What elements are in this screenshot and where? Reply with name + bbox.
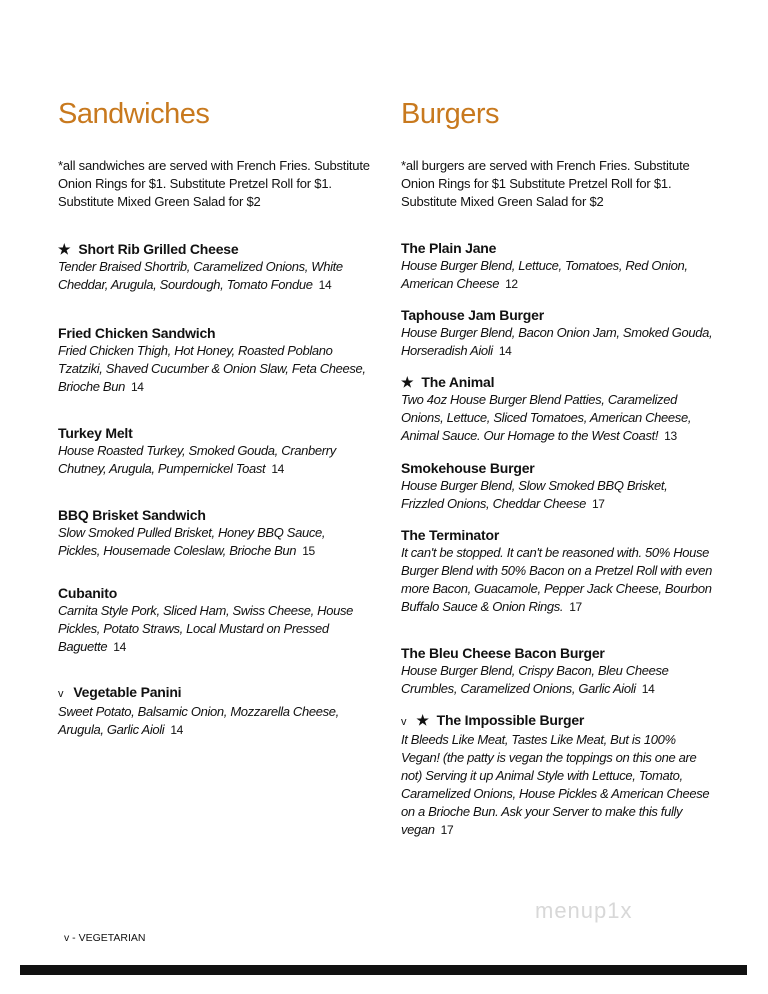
vegetarian-icon: v xyxy=(401,716,407,728)
item-price: 17 xyxy=(591,497,605,511)
item-name: Fried Chicken Sandwich xyxy=(58,325,216,341)
menu-item xyxy=(401,373,713,445)
item-name: Cubanito xyxy=(58,585,118,601)
item-price: 13 xyxy=(664,429,677,443)
item-name: The Terminator xyxy=(401,527,500,543)
menu-item xyxy=(401,711,713,839)
star-icon: ★ xyxy=(58,241,71,257)
menu-item xyxy=(401,459,713,513)
menu-item xyxy=(58,324,370,396)
item-price: 14 xyxy=(318,278,332,292)
section-note: *all burgers are served with French Fries. Substitute Onion Rings for $1 Substitute Pretzel Roll for $1. Substitute Mixed Green Salad for $2 xyxy=(401,158,690,209)
menu-item xyxy=(58,240,370,294)
item-description: House Roasted Turkey, Smoked Gouda, Cranberry Chutney, Arugula, Pumpernickel Toast 14 xyxy=(58,443,336,476)
item-description: House Burger Blend, Bacon Onion Jam, Smoked Gouda, Horseradish Aioli 14 xyxy=(401,325,713,358)
footer-bar xyxy=(20,965,747,975)
section-note: *all sandwiches are served with French Fries. Substitute Onion Rings for $1. Substitute Pretzel Roll for $1. Substitute Mixed Green Salad for $2 xyxy=(58,158,370,209)
menu-item xyxy=(401,239,713,293)
watermark-logo: menup1x xyxy=(535,898,633,923)
item-price: 14 xyxy=(641,682,655,696)
item-description: Tender Braised Shortrib, Caramelized Onions, White Cheddar, Arugula, Sourdough, Tomato Fondue 14 xyxy=(58,259,343,292)
item-price: 14 xyxy=(498,344,512,358)
menu-item xyxy=(58,424,370,478)
item-name: Smokehouse Burger xyxy=(401,460,535,476)
menu-item xyxy=(401,644,713,698)
menu-item xyxy=(58,683,370,739)
vegetarian-legend: v - VEGETARIAN xyxy=(64,932,146,944)
item-price: 12 xyxy=(505,277,518,291)
star-icon: ★ xyxy=(416,712,429,728)
item-name: Turkey Melt xyxy=(58,425,133,441)
item-name: v Vegetable Panini xyxy=(58,684,182,700)
item-description: House Burger Blend, Slow Smoked BBQ Brisket, Frizzled Onions, Cheddar Cheese 17 xyxy=(401,478,668,511)
item-price: 14 xyxy=(113,640,126,654)
menu-item xyxy=(401,526,713,616)
menu-item xyxy=(58,506,370,560)
item-name: BBQ Brisket Sandwich xyxy=(58,507,206,523)
section-title: Sandwiches xyxy=(58,98,210,130)
item-description: House Burger Blend, Crispy Bacon, Bleu Cheese Crumbles, Caramelized Onions, Garlic Aioli 14 xyxy=(401,663,669,696)
item-description: Carnita Style Pork, Sliced Ham, Swiss Cheese, House Pickles, Potato Straws, Local Mustard on Pressed Baguette 14 xyxy=(58,603,353,654)
item-description: It Bleeds Like Meat, Tastes Like Meat, But is 100% Vegan! (the patty is vegan the toppings on this one are not) Serving it up Animal Style with Lettuce, Tomato, Caramelized Onions, House Pickles & American Cheese on a Brioche Bun. Ask your Server to make this fully vegan 17 xyxy=(401,732,710,837)
menu-item xyxy=(58,584,370,656)
item-description: Slow Smoked Pulled Brisket, Honey BBQ Sauce, Pickles, Housemade Coleslaw, Brioche Bun 15 xyxy=(58,525,326,558)
vegetarian-icon: v xyxy=(58,688,64,700)
item-description: Sweet Potato, Balsamic Onion, Mozzarella Cheese, Arugula, Garlic Aioli 14 xyxy=(58,704,339,737)
item-price: 14 xyxy=(170,723,183,737)
item-price: 14 xyxy=(130,380,144,394)
star-icon: ★ xyxy=(401,374,414,390)
item-description: Two 4oz House Burger Blend Patties, Caramelized Onions, Lettuce, Sliced Tomatoes, American Cheese, Animal Sauce. Our Homage to the West Coast! 13 xyxy=(401,392,692,443)
item-price: 17 xyxy=(569,600,582,614)
item-description: Fried Chicken Thigh, Hot Honey, Roasted Poblano Tzatziki, Shaved Cucumber & Onion Slaw, Feta Cheese, Brioche Bun 14 xyxy=(58,343,366,394)
item-price: 14 xyxy=(271,462,284,476)
item-name: The Plain Jane xyxy=(401,240,497,256)
item-name: ★ Short Rib Grilled Cheese xyxy=(58,241,239,257)
item-name: Taphouse Jam Burger xyxy=(401,307,544,323)
item-name: ★ The Animal xyxy=(401,374,495,390)
item-price: 17 xyxy=(440,823,454,837)
item-name: v ★ The Impossible Burger xyxy=(401,712,585,728)
item-name: The Bleu Cheese Bacon Burger xyxy=(401,645,605,661)
menu-item xyxy=(401,306,713,360)
item-description: It can't be stopped. It can't be reasoned with. 50% House Burger Blend with 50% Bacon on a Pretzel Roll with even more Bacon, Guacamole, Pepper Jack Cheese, Bourbon Buffalo Sauce & Onion Rings. 17 xyxy=(401,545,712,614)
item-price: 15 xyxy=(302,544,315,558)
section-title: Burgers xyxy=(401,98,500,130)
item-description: House Burger Blend, Lettuce, Tomatoes, Red Onion, American Cheese 12 xyxy=(401,258,688,291)
